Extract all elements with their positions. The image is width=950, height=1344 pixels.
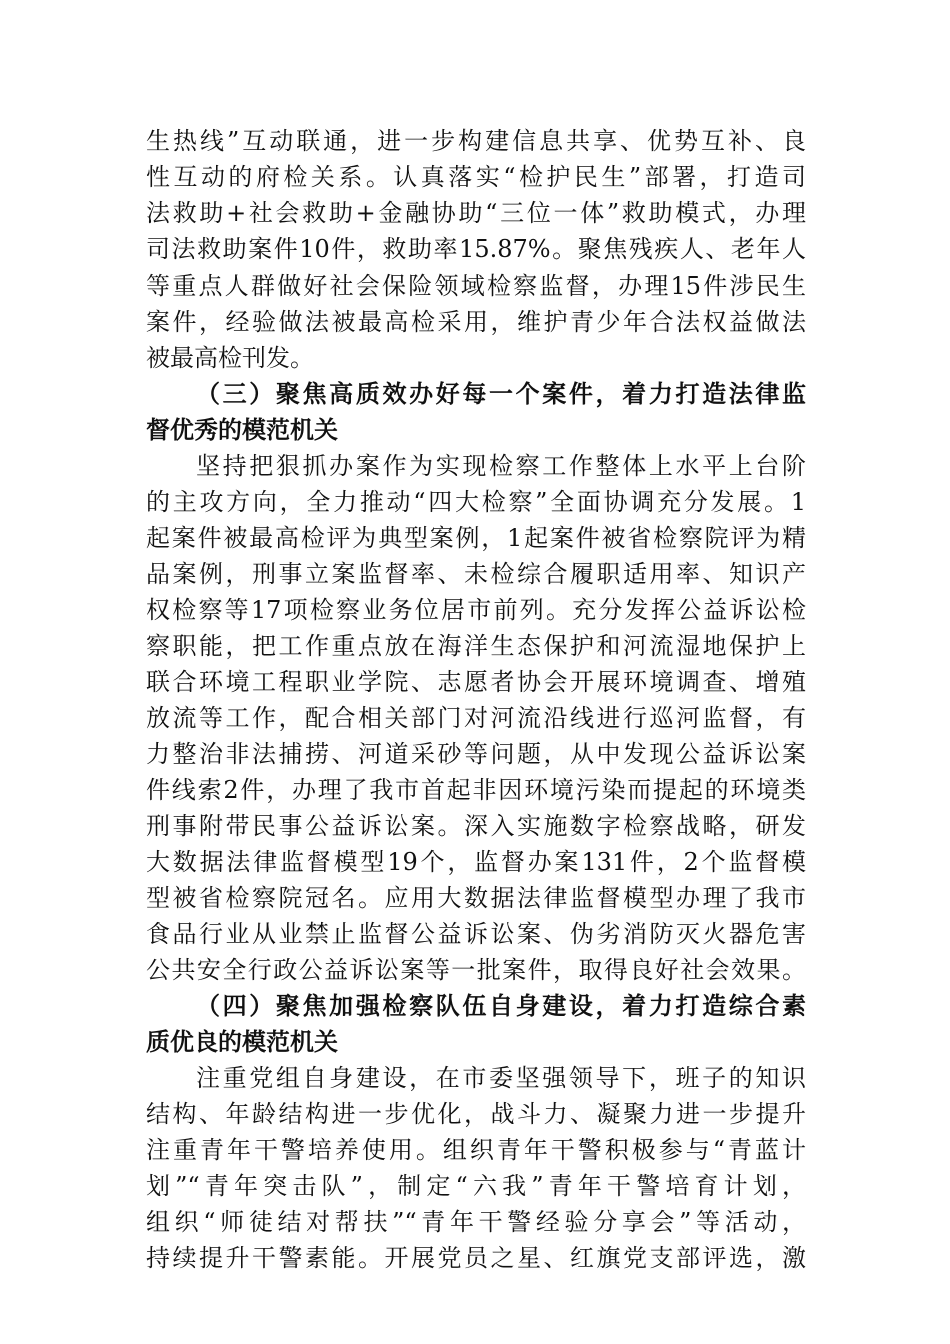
paragraph-first-line: 坚持把狠抓办案作为实现检察工作整体上水平上台阶 xyxy=(196,452,806,480)
body-text-line: 品案例，刑事立案监督率、未检综合履职适用率、知识产 xyxy=(146,560,806,588)
body-text-line: 力整治非法捕捞、河道采砂等问题，从中发现公益诉讼案 xyxy=(146,740,806,768)
body-text-line: 被最高检刊发。 xyxy=(146,344,314,372)
body-text-line: 划”“青年突击队”，制定“六我”青年干警培育计划， xyxy=(146,1172,806,1200)
body-text-line: 大数据法律监督模型19个，监督办案131件，2个监督模 xyxy=(146,848,806,876)
body-text-line: 型被省检察院冠名。应用大数据法律监督模型办理了我市 xyxy=(146,884,806,912)
body-text-line: 性互动的府检关系。认真落实“检护民生”部署，打造司 xyxy=(146,163,806,191)
body-text-line: 生热线”互动联通，进一步构建信息共享、优势互补、良 xyxy=(146,127,806,155)
body-text-line: 持续提升干警素能。开展党员之星、红旗党支部评选，激 xyxy=(146,1244,806,1272)
body-text-line: 食品行业从业禁止监督公益诉讼案、伪劣消防灭火器危害 xyxy=(146,920,806,948)
body-text-line: 察职能，把工作重点放在海洋生态保护和河流湿地保护上 xyxy=(146,632,806,660)
section-heading-line: （三）聚焦高质效办好每一个案件，着力打造法律监 xyxy=(196,379,806,408)
body-text-line: 件线索2件，办理了我市首起非因环境污染而提起的环境类 xyxy=(146,776,806,804)
body-text-line: 司法救助案件10件，救助率15.87%。聚焦残疾人、老年人 xyxy=(146,235,806,263)
paragraph-first-line: 注重党组自身建设，在市委坚强领导下，班子的知识 xyxy=(196,1064,806,1092)
body-text-line: 法救助+社会救助+金融协助“三位一体”救助模式，办理 xyxy=(146,199,806,227)
body-text-line: 的主攻方向，全力推动“四大检察”全面协调充分发展。1 xyxy=(146,488,806,516)
body-text-line: 案件，经验做法被最高检采用，维护青少年合法权益做法 xyxy=(146,308,806,336)
body-text-line: 权检察等17项检察业务位居市前列。充分发挥公益诉讼检 xyxy=(146,596,806,624)
body-text-line: 起案件被最高检评为典型案例，1起案件被省检察院评为精 xyxy=(146,524,806,552)
section-heading-line: （四）聚焦加强检察队伍自身建设，着力打造综合素 xyxy=(196,991,806,1020)
body-text-line: 刑事附带民事公益诉讼案。深入实施数字检察战略，研发 xyxy=(146,812,806,840)
body-text-line: 组织“师徒结对帮扶”“青年干警经验分享会”等活动， xyxy=(146,1208,806,1236)
body-text-line: 等重点人群做好社会保险领域检察监督，办理15件涉民生 xyxy=(146,272,806,300)
body-text-line: 放流等工作，配合相关部门对河流沿线进行巡河监督，有 xyxy=(146,704,806,732)
body-text-line: 结构、年龄结构进一步优化，战斗力、凝聚力进一步提升 xyxy=(146,1100,806,1128)
section-heading-line: 督优秀的模范机关 xyxy=(146,415,338,444)
body-text-line: 联合环境工程职业学院、志愿者协会开展环境调查、增殖 xyxy=(146,668,806,696)
body-text-line: 注重青年干警培养使用。组织青年干警积极参与“青蓝计 xyxy=(146,1136,806,1164)
section-heading-line: 质优良的模范机关 xyxy=(146,1027,338,1056)
body-text-line: 公共安全行政公益诉讼案等一批案件，取得良好社会效果。 xyxy=(146,956,806,984)
